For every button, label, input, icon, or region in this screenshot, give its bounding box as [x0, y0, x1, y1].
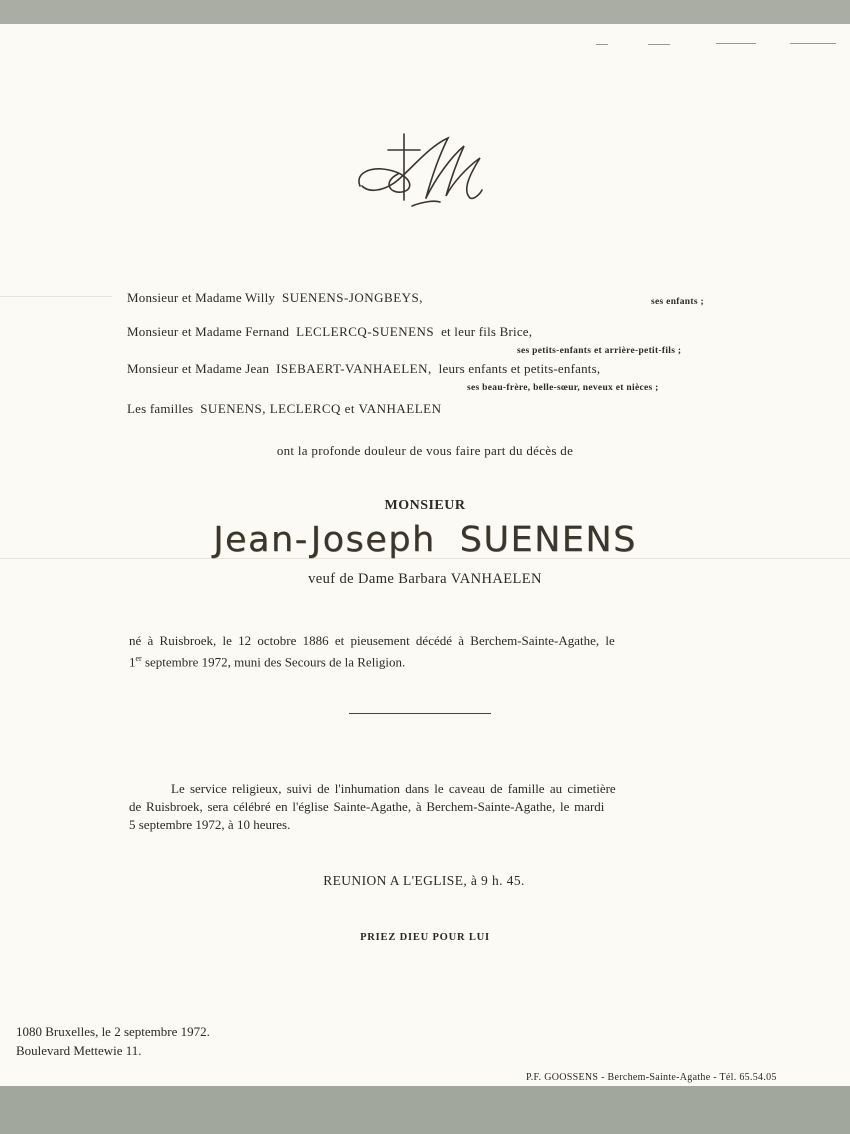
birth-death-ordinal: er — [135, 654, 142, 663]
family-line-1-relation: ses enfants ; — [651, 297, 704, 307]
deceased-name — [0, 520, 850, 560]
funeral-home-info: P.F. GOOSSENS - Berchem-Sainte-Agathe - Tél. 65.54.05 — [526, 1072, 777, 1083]
deceased-first-name: Jean-Joseph — [213, 520, 436, 560]
announcement-text: ont la profonde douleur de vous faire part du décès de — [276, 443, 574, 458]
prayer-text: PRIEZ DIEU POUR LUI — [360, 932, 490, 943]
cross-monogram-icon — [352, 128, 492, 214]
birth-death-line-2 — [129, 650, 716, 671]
family-line-4-name: SUENENS, LECLERCQ et VANHAELEN — [200, 401, 442, 416]
birth-death-line-2-text: septembre 1972, muni des Secours de la Religion. — [141, 654, 406, 670]
service-line-2: de Ruisbroek, sera célébré en l'église Sainte-Agathe, à Berchem-Sainte-Agathe, le mardi — [129, 799, 605, 814]
footer-place-date: 1080 Bruxelles, le 2 septembre 1972. — [16, 1024, 210, 1039]
family-line-3-text: Monsieur et Madame Jean — [127, 361, 270, 376]
paper-speck — [716, 43, 756, 44]
family-line-3-name: ISEBAERT-VANHAELEN, — [276, 361, 432, 376]
family-line-2-text: Monsieur et Madame Fernand — [127, 324, 290, 339]
family-line-1-text: Monsieur et Madame Willy — [127, 290, 276, 305]
family-line-3-suffix: leurs enfants et petits-enfants, — [438, 361, 601, 376]
footer-address: Boulevard Mettewie 11. — [16, 1043, 142, 1058]
family-line-1-name: SUENENS-JONGBEYS, — [282, 290, 424, 305]
family-line-2-suffix: et leur fils Brice, — [441, 324, 533, 339]
birth-death-day: 1 — [129, 654, 136, 670]
family-line-3-relation: ses beau-frère, belle-sœur, neveux et nièces ; — [467, 383, 659, 393]
family-line-2 — [127, 324, 532, 340]
spouse-line: veuf de Dame Barbara VANHAELEN — [308, 571, 542, 587]
service-paragraph — [129, 780, 719, 834]
paper-speck — [648, 44, 670, 45]
birth-death-paragraph — [129, 632, 716, 671]
divider-rule — [349, 713, 491, 714]
meeting-text: REUNION A L'EGLISE, à 9 h. 45. — [323, 873, 525, 888]
paper-crease — [0, 296, 112, 297]
family-line-1 — [127, 290, 423, 306]
deceased-last-name: SUENENS — [459, 520, 637, 560]
family-line-4 — [127, 401, 442, 417]
service-line-1: Le service religieux, suivi de l'inhumation dans le caveau de famille au cimetière — [171, 781, 616, 796]
family-line-2-relation: ses petits-enfants et arrière-petit-fils ; — [517, 346, 682, 356]
family-line-4-text: Les familles — [127, 401, 194, 416]
paper-speck — [790, 43, 836, 44]
deceased-title: MONSIEUR — [384, 498, 466, 513]
family-line-3 — [127, 361, 600, 377]
birth-death-line-1: né à Ruisbroek, le 12 octobre 1886 et pieusement décédé à Berchem-Sainte-Agathe, le — [129, 633, 615, 648]
family-line-2-name: LECLERCQ-SUENENS — [296, 324, 435, 339]
service-line-3: 5 septembre 1972, à 10 heures. — [129, 817, 291, 832]
bottom-border-band — [0, 1086, 850, 1134]
paper-speck — [596, 44, 608, 45]
top-border-band — [0, 0, 850, 24]
